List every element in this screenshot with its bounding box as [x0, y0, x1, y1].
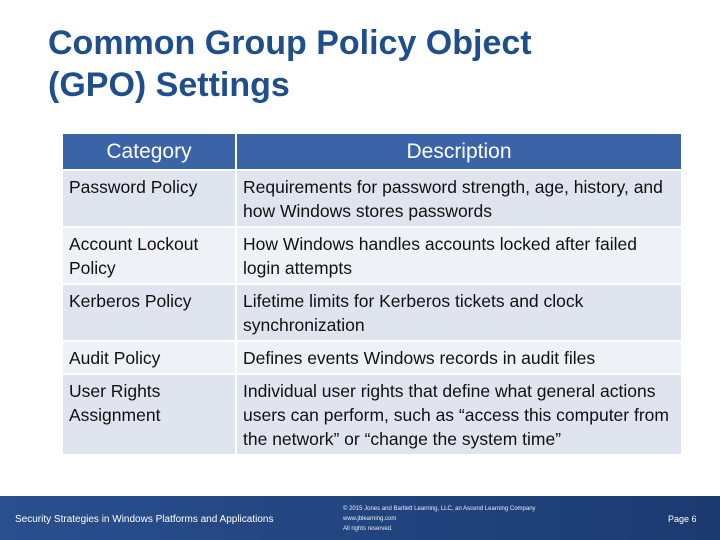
row-category: Password Policy — [63, 171, 235, 226]
row-description: Lifetime limits for Kerberos tickets and clock synchronization — [237, 285, 681, 340]
footer-course-title: Security Strategies in Windows Platforms and Applications — [15, 514, 274, 525]
table-row — [63, 375, 681, 454]
title-line-1: Common Group Policy Object — [48, 24, 532, 62]
row-category: Kerberos Policy — [63, 285, 235, 340]
footer-copyright: © 2015 Jones and Bartlett Learning, LLC, an Ascend Learning Company — [343, 506, 536, 512]
table-row — [63, 228, 681, 283]
footer-copyright-block — [343, 504, 536, 534]
slide-footer — [0, 496, 720, 540]
table-row — [63, 171, 681, 226]
row-category: Account Lockout Policy — [63, 228, 235, 283]
footer-rights: All rights reserved. — [343, 526, 393, 532]
title-line-2: (GPO) Settings — [48, 66, 290, 104]
page-number: Page 6 — [668, 514, 697, 524]
header-category: Category — [63, 134, 235, 169]
gpo-settings-table — [61, 132, 683, 456]
header-description: Description — [237, 134, 681, 169]
table-header-row — [63, 134, 681, 169]
row-description: Individual user rights that define what general actions users can perform, such as “access this computer from the network” or “change the system time” — [237, 375, 681, 454]
row-category: User Rights Assignment — [63, 375, 235, 454]
footer-website: www.jblearning.com — [343, 516, 397, 522]
table-row — [63, 285, 681, 340]
row-description: Requirements for password strength, age, history, and how Windows stores passwords — [237, 171, 681, 226]
row-description: Defines events Windows records in audit files — [237, 342, 681, 373]
slide-title — [48, 22, 688, 106]
row-category: Audit Policy — [63, 342, 235, 373]
row-description: How Windows handles accounts locked after failed login attempts — [237, 228, 681, 283]
table-row — [63, 342, 681, 373]
